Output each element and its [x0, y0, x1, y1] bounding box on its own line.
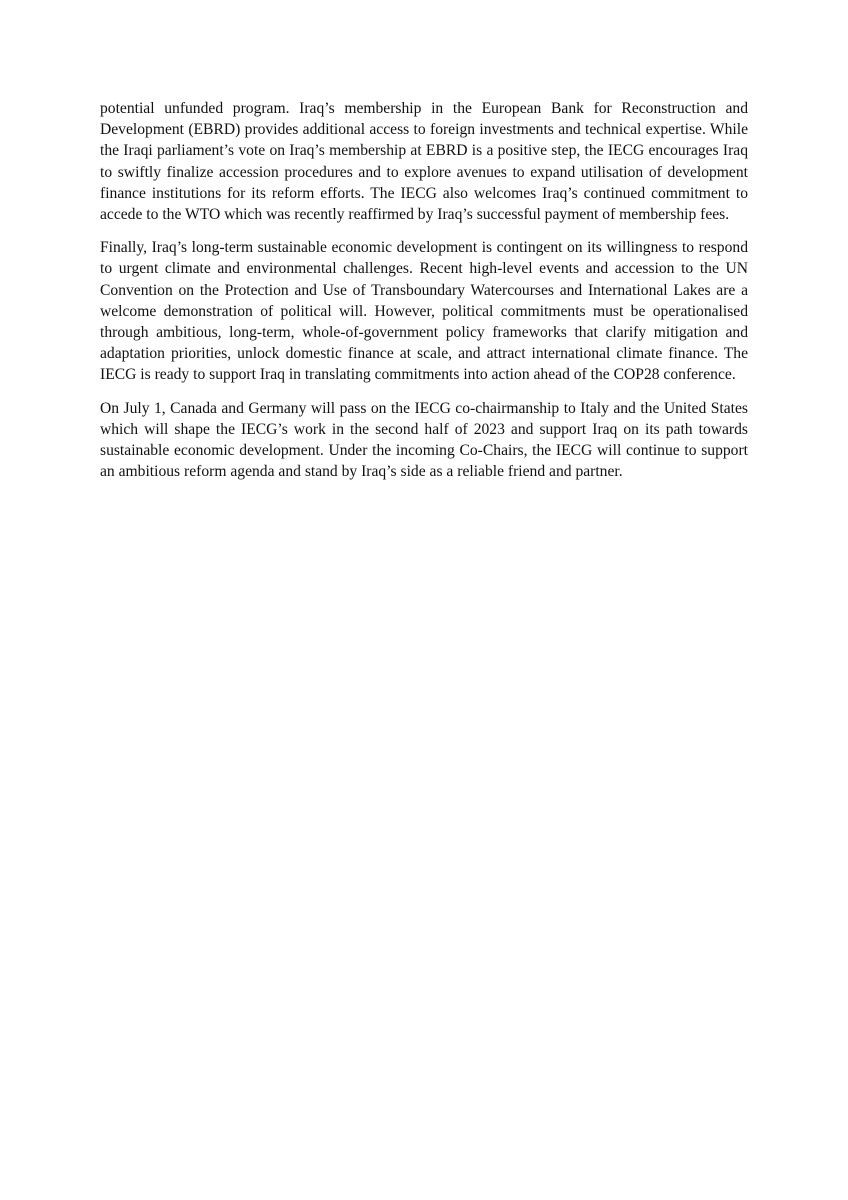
paragraph-climate: Finally, Iraq’s long-term sustainable economic development is contingent on its willingness to respond to urgent climate and environmental challenges. Recent high-level events and accession to the UN Convention on the Protection and Use of Transboundary Watercourses and International Lakes are a welcome demonstration of political will. However, political commitments must be operationalised through ambitious, long-term, whole-of-government policy frameworks that clarify mitigation and adaptation priorities, unlock domestic finance at scale, and attract international climate finance. The IECG is ready to support Iraq in translating commitments into action ahead of the COP28 conference. — [100, 239, 748, 384]
paragraph-ebrd-wto: potential unfunded program. Iraq’s membership in the European Bank for Reconstruction and Development (EBRD) provides additional access to foreign investments and technical expertise. While the Iraqi parliament’s vote on Iraq’s membership at EBRD is a positive step, the IECG encourages Iraq to swiftly finalize accession procedures and to explore avenues to expand utilisation of development finance institutions for its reform efforts. The IECG also welcomes Iraq’s continued commitment to accede to the WTO which was recently reaffirmed by Iraq’s successful payment of membership fees. — [100, 100, 748, 224]
paragraph-co-chairmanship: On July 1, Canada and Germany will pass on the IECG co-chairmanship to Italy and the United States which will shape the IECG’s work in the second half of 2023 and support Iraq on its path towards sustainable economic development. Under the incoming Co-Chairs, the IECG will continue to support an ambitious reform agenda and stand by Iraq’s side as a reliable friend and partner. — [100, 399, 748, 481]
document-body — [100, 98, 748, 494]
